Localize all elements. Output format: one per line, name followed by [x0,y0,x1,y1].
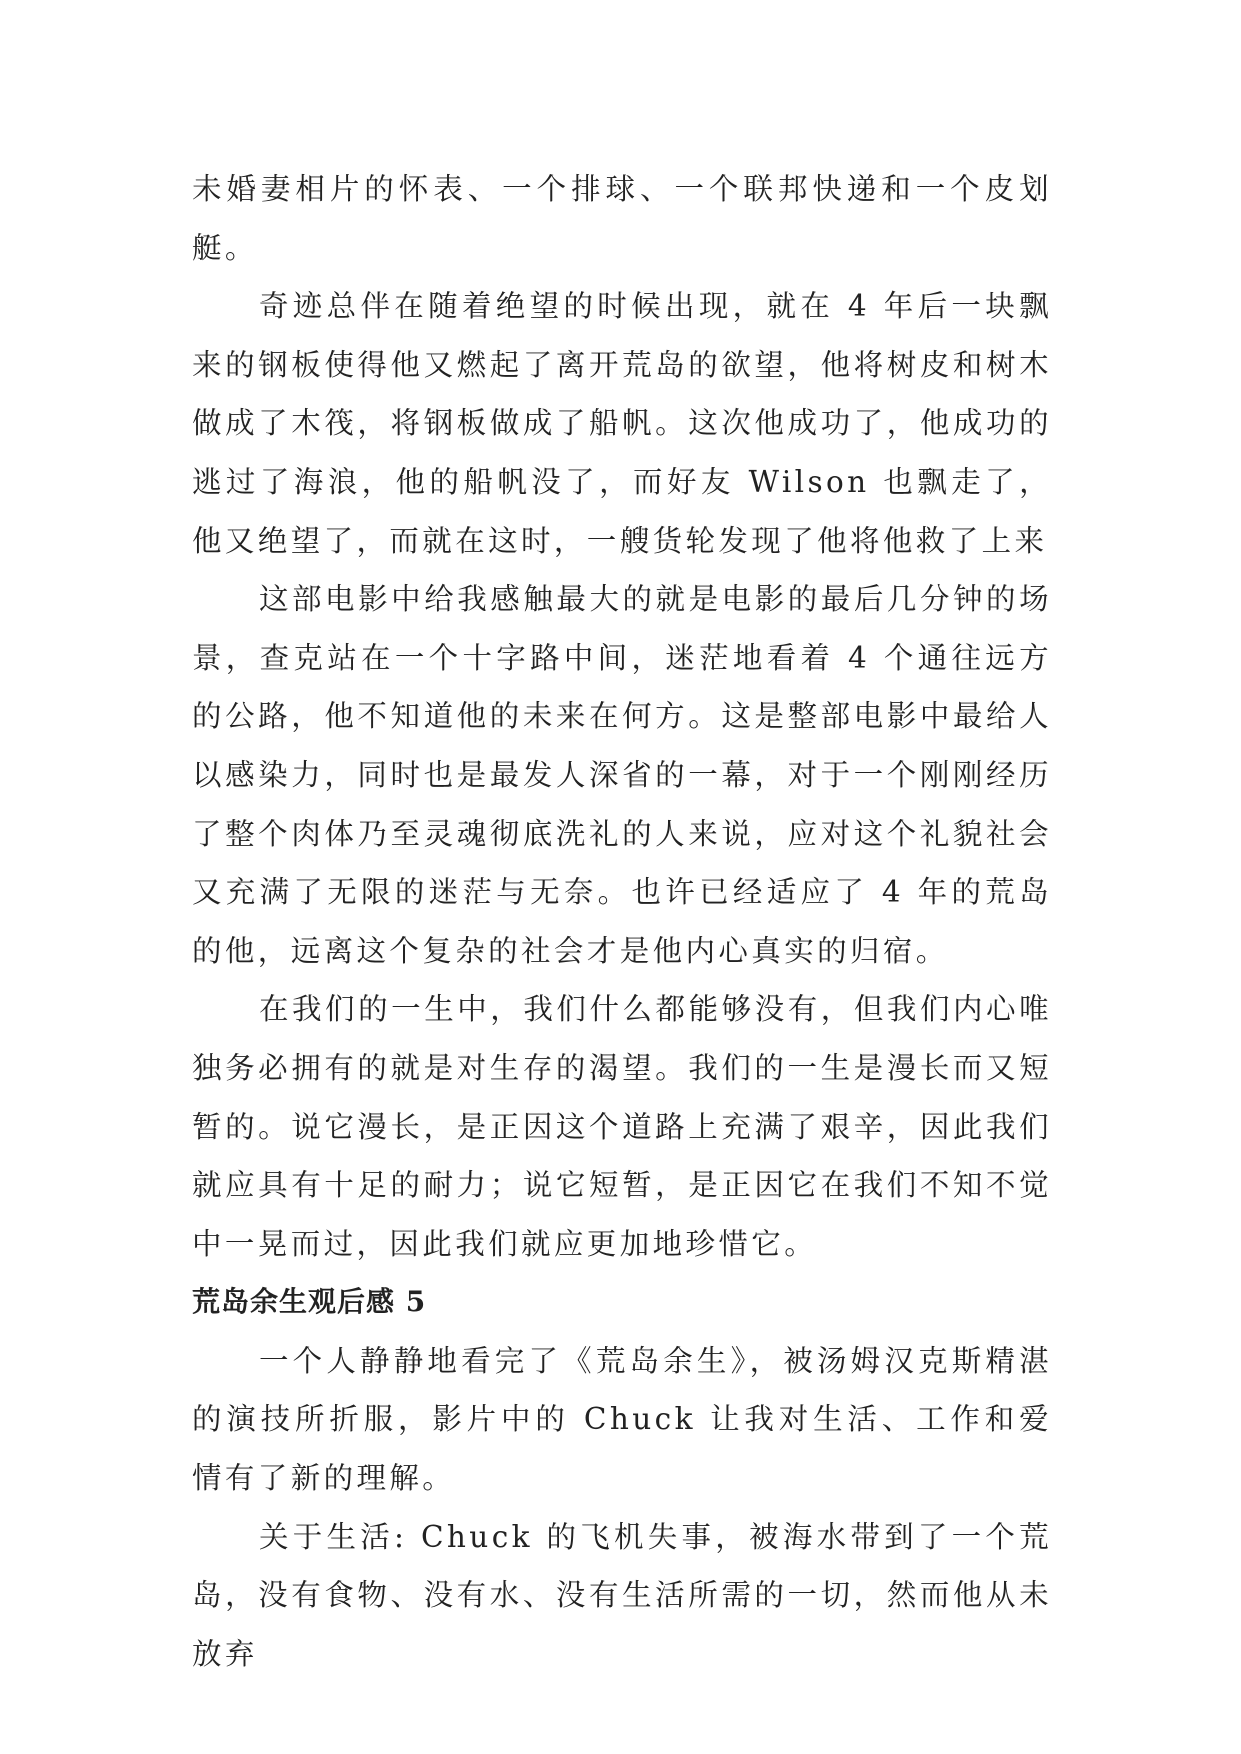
paragraph-2: 奇迹总伴在随着绝望的时候出现，就在 4 年后一块飘来的钢板使得他又燃起了离开荒岛的欲望，他将树皮和树木做成了木筏，将钢板做成了船帆。这次他成功了，他成功的逃过了海浪，他的船帆没了，而好友 Wilson 也飘走了，他又绝望了，而就在这时，一艘货轮发现了他将他救了上来 [192,289,1052,558]
paragraph-4: 在我们的一生中，我们什么都能够没有，但我们内心唯独务必拥有的就是对生存的渴望。我们的一生是漫长而又短暂的。说它漫长，是正因这个道路上充满了艰辛，因此我们就应具有十足的耐力；说它短暂，是正因它在我们不知不觉中一晃而过，因此我们就应更加地珍惜它。 [192,992,1052,1261]
document-page [192,160,1052,1683]
section-paragraph-2: 关于生活: Chuck 的飞机失事，被海水带到了一个荒岛，没有食物、没有水、没有生活所需的一切，然而他从未放弃 [192,1519,1052,1671]
paragraph-3: 这部电影中给我感触最大的就是电影的最后几分钟的场景，查克站在一个十字路中间，迷茫地看着 4 个通往远方的公路，他不知道他的未来在何方。这是整部电影中最给人以感染力，同时也是最发人深省的一幕，对于一个刚刚经历了整个肉体乃至灵魂彻底洗礼的人来说，应对这个礼貌社会又充满了无限的迷茫与无奈。也许已经适应了 4 年的荒岛的他，远离这个复杂的社会才是他内心真实的归宿。 [192,582,1052,968]
section-heading: 荒岛余生观后感 5 [192,1285,427,1319]
section-paragraph-1: 一个人静静地看完了《荒岛余生》，被汤姆汉克斯精湛的演技所折服，影片中的 Chuck 让我对生活、工作和爱情有了新的理解。 [192,1343,1052,1496]
paragraph-1: 未婚妻相片的怀表、一个排球、一个联邦快递和一个皮划艇。 [192,172,1052,265]
